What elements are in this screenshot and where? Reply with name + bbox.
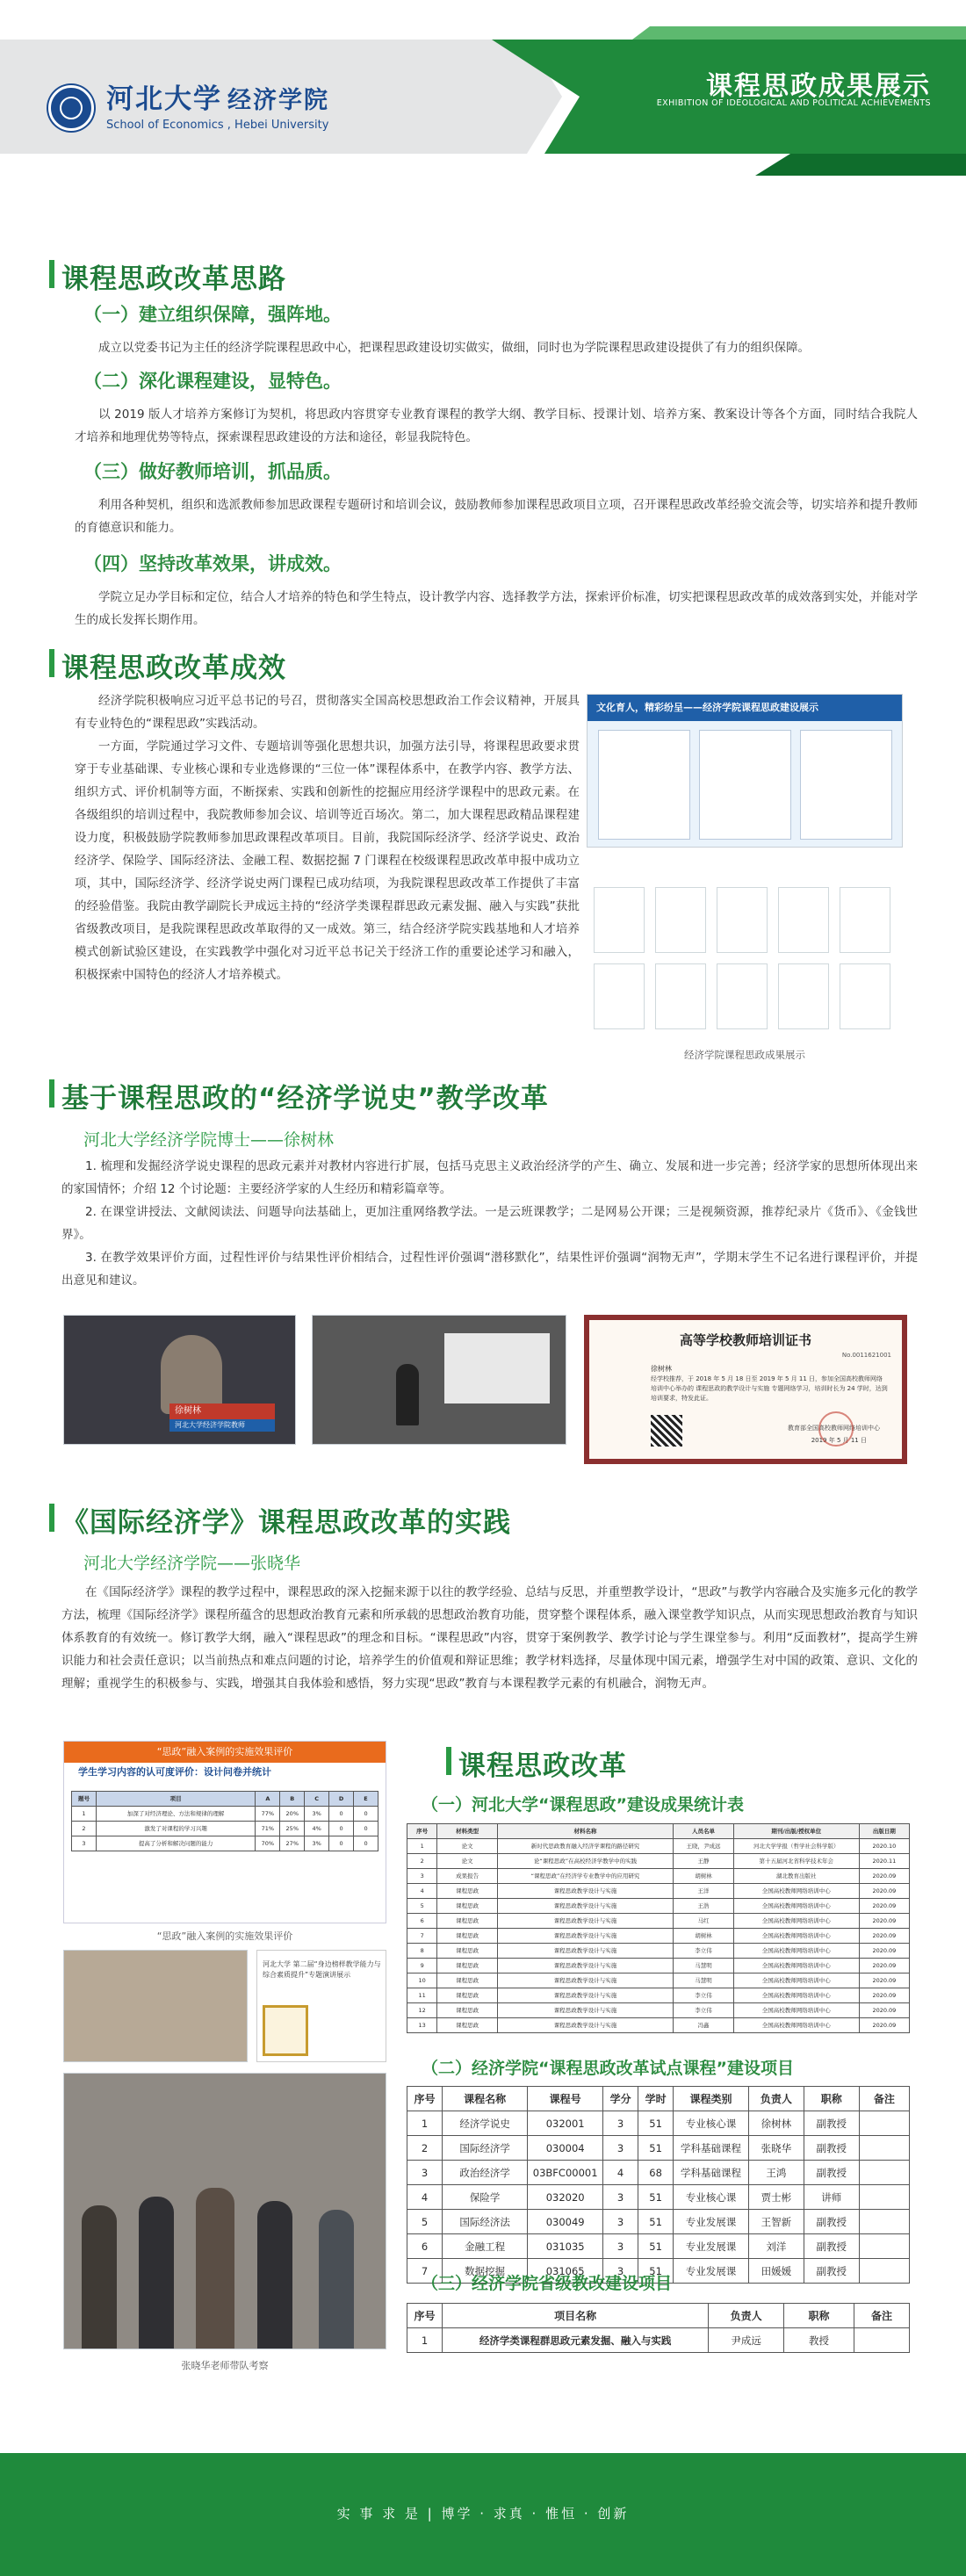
table-cell: 课程思政 <box>437 2003 498 2018</box>
provincial-projects-table <box>407 2303 910 2353</box>
table-cell: 6 <box>407 1914 437 1929</box>
table-cell: 贾士彬 <box>748 2185 804 2210</box>
stats-row <box>407 1944 910 1959</box>
table-cell: 0 <box>354 1807 378 1822</box>
certificate-grid <box>587 880 903 1038</box>
certificate-thumb <box>840 887 890 953</box>
table-cell: 032001 <box>528 2111 603 2136</box>
table-header-cell: 学分 <box>603 2087 638 2111</box>
table-header-cell: E <box>354 1792 378 1807</box>
table-header-cell: 职称 <box>784 2304 854 2328</box>
course-row <box>407 2210 910 2234</box>
table-cell: 2020.09 <box>859 1914 909 1929</box>
table-cell: 全国高校教师网络培训中心 <box>733 1973 859 1988</box>
table-cell: 专业发展课 <box>674 2210 749 2234</box>
table-cell: 3 <box>603 2210 638 2234</box>
table-cell: 2 <box>72 1822 97 1836</box>
section-course-reform-title: 课程思政改革 <box>458 1743 627 1783</box>
certificate-thumb <box>594 887 645 953</box>
table-cell: 0 <box>354 1822 378 1836</box>
table-cell: 课程思政 <box>437 1959 498 1973</box>
qr-code-icon <box>651 1415 682 1447</box>
logo-university-name: 河北大学 <box>106 83 222 115</box>
group-visit-photo <box>63 2073 386 2349</box>
table-cell: 河北大学学报（哲学社会科学版） <box>733 1839 859 1854</box>
table-cell: 湖北教育出版社 <box>733 1869 859 1884</box>
table-cell: 加深了对经济理论、方法和规律的理解 <box>96 1807 256 1822</box>
table-cell: 3 <box>603 2136 638 2161</box>
table-cell: 王静 <box>674 1854 734 1869</box>
table-cell: 教授 <box>784 2328 854 2353</box>
table-cell: 李立伟 <box>674 1988 734 2003</box>
s2-caption: 经济学院课程思政成果展示 <box>684 1049 805 1061</box>
table-cell: 8 <box>407 1944 437 1959</box>
table-cell: 全国高校教师网络培训中心 <box>733 1988 859 2003</box>
table-cell: 课程思政教学设计与实施 <box>497 2003 673 2018</box>
page-subtitle: EXHIBITION OF IDEOLOGICAL AND POLITICAL ACHIEVEMENTS <box>656 98 931 108</box>
table-cell: 2020.10 <box>859 1839 909 1854</box>
table-cell: 激发了对课程的学习兴趣 <box>96 1822 256 1836</box>
table-cell: 数据挖掘 <box>443 2259 528 2284</box>
certificate-body: 经学校推荐，于 2018 年 5 月 18 日至 2019 年 5 月 11 日，参加全国高校教师网络培训中心举办的 课程思政的教学设计与实施 专题网络学习，培训时长为 24 学时，达到培训要求，特发此证。 <box>651 1375 888 1402</box>
table-cell: 5 <box>407 1899 437 1914</box>
table-cell: 2020.11 <box>859 1854 909 1869</box>
certificate-thumb <box>655 963 706 1029</box>
header-banner <box>0 0 966 189</box>
table-cell: 尹成远 <box>709 2328 784 2353</box>
table-cell: 70% <box>256 1836 280 1851</box>
table-cell: 全国高校教师网络培训中心 <box>733 1899 859 1914</box>
table-cell: 51 <box>638 2259 674 2284</box>
table-header-cell: C <box>305 1792 329 1807</box>
table-cell <box>859 2111 909 2136</box>
page-title: 课程思政成果展示 <box>706 71 931 102</box>
section-history-of-economics-title: 基于课程思政的“经济学说史”教学改革 <box>61 1076 549 1115</box>
table-cell: 10 <box>407 1973 437 1988</box>
table-cell: 课程思政 <box>437 2018 498 2033</box>
training-certificate <box>584 1315 907 1464</box>
table-header-cell: 序号 <box>407 2304 443 2328</box>
stats-row <box>407 1854 910 1869</box>
table-cell: 提高了分析和解决问题的能力 <box>96 1836 256 1851</box>
table-cell: 金融工程 <box>443 2234 528 2259</box>
table-cell: 新时代思政教育融入经济学课程的路径研究 <box>497 1839 673 1854</box>
footer-banner <box>0 2453 966 2576</box>
table-cell: 徐树林 <box>748 2111 804 2136</box>
table-cell: 李立伟 <box>674 1944 734 1959</box>
table-cell: 2020.09 <box>859 2003 909 2018</box>
lecture-video-photo <box>63 1315 296 1445</box>
table-header-cell: 项目名称 <box>443 2304 709 2328</box>
table-cell: 3 <box>603 2259 638 2284</box>
table-cell: 李立伟 <box>674 2003 734 2018</box>
footer-motto: 实 事 求 是 | 博学 · 求真 · 惟恒 · 创新 <box>336 2506 630 2522</box>
certificate-thumb <box>778 887 829 953</box>
table-header-row <box>407 1824 910 1839</box>
table-cell: 课程思政教学设计与实施 <box>497 1944 673 1959</box>
table-header-cell: 期刊/出版/授权单位 <box>733 1824 859 1839</box>
table-cell: 论“课程思政”在高校经济学教学中的实践 <box>497 1854 673 1869</box>
section-reform-ideas-title: 课程思政改革思路 <box>61 256 286 296</box>
table-cell: “课程思政”在经济学专业教学中的应用研究 <box>497 1869 673 1884</box>
table-header-cell: 序号 <box>407 2087 443 2111</box>
table-cell: 马慧明 <box>674 1959 734 1973</box>
video-name-tag: 徐树林 <box>169 1403 275 1419</box>
university-logo <box>48 83 329 132</box>
table-cell: 1 <box>407 2328 443 2353</box>
table-header-cell: 备注 <box>854 2304 910 2328</box>
table1-title: （一）河北大学“课程思政”建设成果统计表 <box>422 1795 744 1815</box>
s1-item3-body: 利用各种契机，组织和选派教师参加思政课程专题研讨和培训会议，鼓励教师参加课程思政项目立项，召开课程思政改革经验交流会等，切实培养和提升教师的育德意识和能力。 <box>75 498 918 535</box>
survey-slide-image <box>63 1741 386 1923</box>
table-cell <box>854 2328 910 2353</box>
table-cell <box>859 2259 909 2284</box>
table-header-cell: 出版日期 <box>859 1824 909 1839</box>
table-cell: 5 <box>407 2210 443 2234</box>
stats-row <box>407 1899 910 1914</box>
pilot-courses-table <box>407 2086 910 2284</box>
certificate-thumb <box>717 963 768 1029</box>
survey-row <box>72 1822 378 1836</box>
table-header-cell: 负责人 <box>748 2087 804 2111</box>
survey-row <box>72 1807 378 1822</box>
stats-row <box>407 1869 910 1884</box>
table-cell: 全国高校教师网络培训中心 <box>733 1884 859 1899</box>
table-cell: 马红 <box>674 1914 734 1929</box>
certificate-thumb <box>778 963 829 1029</box>
table-cell: 王智新 <box>748 2210 804 2234</box>
certificate-thumb <box>655 887 706 953</box>
stats-row <box>407 1959 910 1973</box>
table-cell <box>859 2136 909 2161</box>
s4-author: 河北大学经济学院——张晓华 <box>83 1554 301 1573</box>
table-cell: 全国高校教师网络培训中心 <box>733 2018 859 2033</box>
table-cell: 2020.09 <box>859 1973 909 1988</box>
table-cell: 030004 <box>528 2136 603 2161</box>
table-cell: 经济学说史 <box>443 2111 528 2136</box>
classroom-photo <box>312 1315 566 1445</box>
table-cell: 4 <box>407 2185 443 2210</box>
table-cell: 2020.09 <box>859 1899 909 1914</box>
university-seal-icon <box>48 85 94 131</box>
table-cell: 13 <box>407 2018 437 2033</box>
table-cell: 4 <box>603 2161 638 2185</box>
stats-row <box>407 1914 910 1929</box>
table-cell: 3 <box>407 1869 437 1884</box>
table-cell: 论文 <box>437 1854 498 1869</box>
s1-item2-heading: （二）深化课程建设，显特色。 <box>83 371 342 392</box>
table-cell: 学科基础课程 <box>674 2161 749 2185</box>
table-cell: 7 <box>407 2259 443 2284</box>
table-cell: 2020.09 <box>859 2018 909 2033</box>
table-cell: 68 <box>638 2161 674 2185</box>
course-row <box>407 2185 910 2210</box>
table-cell: 031035 <box>528 2234 603 2259</box>
s3-point3: 3. 在教学效果评价方面，过程性评价与结果性评价相结合，过程性评价强调“潜移默化”，结果性评价强调“润物无声”，学期末学生不记名进行课程评价，并提出意见和建议。 <box>61 1251 918 1288</box>
table-cell: 71% <box>256 1822 280 1836</box>
table-cell: 27% <box>280 1836 305 1851</box>
table-cell: 田媛媛 <box>748 2259 804 2284</box>
stats-row <box>407 2003 910 2018</box>
table-cell: 51 <box>638 2185 674 2210</box>
table-cell: 3 <box>603 2111 638 2136</box>
certificate-date: 2019 年 5 月 11 日 <box>811 1437 867 1444</box>
s2-body: 一方面，学院通过学习文件、专题培训等强化思想共识，加强方法引导，将课程思政要求贯穿于专业基础课、专业核心课和专业选修课的“三位一体”课程体系中，在教学内容、教学方法、组织方式、评价机制等方面，不断探索、实践和创新性的挖掘应用经济学课程中的思政元素。在各级组织的培训过程中，我院教师参加会议、培训等近百场次。第二，加大课程思政精品课程建设力度，积极鼓励学院教师参加思政课程改革项目。目前，我院国际经济学、经济学说史、政治经济学、保险学、国际经济法、金融工程、数据挖掘 7 门课程在校级课程思政改革申报中成功立项，其中，国际经济学、经济学说史两门课程已成功结项，为我院课程思政改革工作提供了丰富的经验借鉴。我院由教学副院长尹成远主持的“经济学类课程群思政元素发掘、融入与实践”获批省级教改项目，是我院课程思政改革取得的又一成效。第三，结合经济学院实践基地和人才培养模式创新试验区建设，在实践教学中强化对习近平总书记关于经济工作的重要论述学习和融入，积极探索中国特色的经济人才培养模式。 <box>75 740 580 982</box>
achievement-stats-table <box>407 1823 910 2033</box>
table-cell: 王洋 <box>674 1884 734 1899</box>
table-cell: 国际经济法 <box>443 2210 528 2234</box>
table-cell: 副教授 <box>804 2259 859 2284</box>
course-row <box>407 2234 910 2259</box>
certificate-number: No.0011621001 <box>841 1352 891 1359</box>
factory-visit-photo <box>63 1950 248 2062</box>
table-cell: 课程思政 <box>437 1929 498 1944</box>
table-header-cell: 负责人 <box>709 2304 784 2328</box>
course-row <box>407 2136 910 2161</box>
table-cell: 专业发展课 <box>674 2259 749 2284</box>
table-cell: 保险学 <box>443 2185 528 2210</box>
table-cell: 马慧明 <box>674 1973 734 1988</box>
table-header-cell: 课程名称 <box>443 2087 528 2111</box>
s1-item1-body: 成立以党委书记为主任的经济学院课程思政中心，把课程思政建设切实做实，做细，同时也为学院课程思政建设提供了有力的组织保障。 <box>98 341 810 355</box>
table-header-cell: 课程类别 <box>674 2087 749 2111</box>
table-cell: 1 <box>72 1807 97 1822</box>
table-cell: 全国高校教师网络培训中心 <box>733 1959 859 1973</box>
table-cell: 课程思政教学设计与实施 <box>497 1929 673 1944</box>
survey-slide-banner: “思政”融入案例的实施效果评价 <box>64 1742 386 1763</box>
group-photo-caption: 张晓华老师带队考察 <box>181 2360 269 2371</box>
certificate-thumb <box>594 963 645 1029</box>
table-cell: 11 <box>407 1988 437 2003</box>
table-cell <box>859 2161 909 2185</box>
table-cell: 2020.09 <box>859 1988 909 2003</box>
table-cell <box>859 2234 909 2259</box>
section-international-economics-title: 《国际经济学》课程思政改革的实践 <box>61 1500 511 1540</box>
table-cell <box>859 2210 909 2234</box>
table-header-cell: 学时 <box>638 2087 674 2111</box>
s3-point1: 1. 梳理和发掘经济学说史课程的思政元素并对教材内容进行扩展，包括马克思主义政治经济学的产生、确立、发展和进一步完善；经济学家的思想所体现出来的家国情怀；介绍 12 个讨论题：主要经济学家的人生经历和精彩篇章等。 <box>61 1159 918 1196</box>
table-cell: 77% <box>256 1807 280 1822</box>
table-cell: 课程思政教学设计与实施 <box>497 2018 673 2033</box>
table-cell: 51 <box>638 2210 674 2234</box>
table-cell: 副教授 <box>804 2234 859 2259</box>
table-cell: 讲师 <box>804 2185 859 2210</box>
table-cell: 课程思政教学设计与实施 <box>497 1884 673 1899</box>
section-reform-results-title: 课程思政改革成效 <box>61 646 286 685</box>
table-cell: 专业核心课 <box>674 2111 749 2136</box>
table2-title: （二）经济学院“课程思政改革试点课程”建设项目 <box>422 2059 794 2078</box>
award-news-image <box>256 1950 386 2062</box>
award-certificate-icon <box>263 2005 308 2056</box>
table-cell: 政治经济学 <box>443 2161 528 2185</box>
stats-row <box>407 1973 910 1988</box>
table-cell: 7 <box>407 1929 437 1944</box>
video-subtitle-tag: 河北大学经济学院教师 <box>169 1419 275 1432</box>
stats-row <box>407 1988 910 2003</box>
s1-item1-heading: （一）建立组织保障，强阵地。 <box>83 304 342 325</box>
table-cell: 张晓华 <box>748 2136 804 2161</box>
s1-item3-heading: （三）做好教师培训，抓品质。 <box>83 461 342 482</box>
course-row <box>407 2111 910 2136</box>
table-cell: 12 <box>407 2003 437 2018</box>
certificate-thumb <box>717 887 768 953</box>
table-cell: 03BFC00001 <box>528 2161 603 2185</box>
table-header-row <box>72 1792 378 1807</box>
table-cell: 3% <box>305 1807 329 1822</box>
table-cell: 3 <box>72 1836 97 1851</box>
table-cell: 3 <box>407 2161 443 2185</box>
award-news-title: 河北大学 第二届“身边榜样教学能力与综合素质提升”专题演讲展示 <box>263 1960 381 1979</box>
table-cell: 国际经济学 <box>443 2136 528 2161</box>
table-cell <box>859 2185 909 2210</box>
table-header-cell: D <box>329 1792 354 1807</box>
table-cell: 0 <box>329 1836 354 1851</box>
exhibition-poster-image <box>587 694 903 848</box>
s1-item4-body: 学院立足办学目标和定位，结合人才培养的特色和学生特点，设计教学内容、选择教学方法，探索评价标准，切实把课程思政改革的成效落到实处，并能对学生的成长发挥长期作用。 <box>75 590 918 627</box>
table-header-cell: 项目 <box>96 1792 256 1807</box>
table-cell: 0 <box>329 1807 354 1822</box>
table-header-cell: 课程号 <box>528 2087 603 2111</box>
table-cell: 课程思政 <box>437 1988 498 2003</box>
table-cell: 课程思政 <box>437 1899 498 1914</box>
table-cell: 成果报告 <box>437 1869 498 1884</box>
table-cell: 2 <box>407 1854 437 1869</box>
survey-question: 学生学习内容的认可度评价：设计问卷并统计 <box>78 1766 271 1778</box>
table-cell: 3 <box>603 2185 638 2210</box>
table-cell: 王晓，尹成远 <box>674 1839 734 1854</box>
table-cell: 20% <box>280 1807 305 1822</box>
table-cell: 1 <box>407 1839 437 1854</box>
s3-point2: 2. 在课堂讲授法、文献阅读法、问题导向法基础上，更加注重网络教学法。一是云班课教学；二是网易公开课；三是视频资源，推荐纪录片《货币》、《金钱世界》。 <box>61 1205 918 1242</box>
table-cell: 课程思政教学设计与实施 <box>497 1988 673 2003</box>
table-cell: 25% <box>280 1822 305 1836</box>
table-cell: 51 <box>638 2136 674 2161</box>
table-cell: 课程思政 <box>437 1944 498 1959</box>
table-header-cell: 职称 <box>804 2087 859 2111</box>
table-cell: 副教授 <box>804 2210 859 2234</box>
table-cell: 032020 <box>528 2185 603 2210</box>
table-cell: 课程思政教学设计与实施 <box>497 1959 673 1973</box>
table-cell: 副教授 <box>804 2161 859 2185</box>
table-header-cell: B <box>280 1792 305 1807</box>
table-cell: 课程思政 <box>437 1973 498 1988</box>
table-cell: 2020.09 <box>859 1884 909 1899</box>
table-cell: 4 <box>407 1884 437 1899</box>
course-row <box>407 2161 910 2185</box>
logo-english-name: School of Economics , Hebei University <box>106 119 329 132</box>
table3-title: （三）经济学院省级教改建设项目 <box>422 2274 673 2293</box>
table-cell: 51 <box>638 2234 674 2259</box>
table-header-cell: 人员名单 <box>674 1824 734 1839</box>
table-cell: 课程思政 <box>437 1884 498 1899</box>
poster-banner: 文化育人，精彩纷呈——经济学院课程思政建设展示 <box>588 695 902 721</box>
table-cell: 课程思政教学设计与实施 <box>497 1899 673 1914</box>
table-cell: 51 <box>638 2111 674 2136</box>
table-cell: 全国高校教师网络培训中心 <box>733 1929 859 1944</box>
table-header-row <box>407 2087 910 2111</box>
table-cell: 0 <box>354 1836 378 1851</box>
table-cell: 2020.09 <box>859 1959 909 1973</box>
table-cell: 副教授 <box>804 2136 859 2161</box>
survey-row <box>72 1836 378 1851</box>
project-row <box>407 2328 910 2353</box>
s4-body: 在《国际经济学》课程的教学过程中，课程思政的深入挖掘来源于以往的教学经验、总结与反思，并重塑教学设计，“思政”与教学内容融合及实施多元化的教学方法，梳理《国际经济学》课程所蕴含的思想政治教育元素和所承载的思想政治教育功能，贯穿整个课程体系，融入课堂教学知识点，从而实现思想政治教育与知识体系教育的有效统一。修订教学大纲，融入“课程思政”的理念和目标。“课程思政”内容，贯穿于案例教学、教学讨论与学生课堂参与。利用“反面教材”，提高学生辨识能力和社会责任意识；以当前热点和难点问题的讨论，培养学生的价值观和辩证思维；教学材料选择，尽量体现中国元素，增强学生对中国的政策、意识、文化的理解；重视学生的积极参与、实践，增强其自我体验和感悟，努力实现“思政”教育与本课程教学元素的有机融合，润物无声。 <box>61 1585 918 1691</box>
table-cell: 1 <box>407 2111 443 2136</box>
logo-school-name: 经济学院 <box>227 87 329 114</box>
stats-row <box>407 1929 910 1944</box>
s3-author: 河北大学经济学院博士——徐树林 <box>83 1130 335 1150</box>
table-cell: 全国高校教师网络培训中心 <box>733 2003 859 2018</box>
table-header-cell: 序号 <box>407 1824 437 1839</box>
table-cell: 副教授 <box>804 2111 859 2136</box>
table-cell: 4% <box>305 1822 329 1836</box>
table-cell: 胡树林 <box>674 1929 734 1944</box>
table-cell: 031065 <box>528 2259 603 2284</box>
table-cell: 论文 <box>437 1839 498 1854</box>
table-header-cell: 材料类型 <box>437 1824 498 1839</box>
table-cell: 胡树林 <box>674 1869 734 1884</box>
table-cell: 王鸿 <box>748 2161 804 2185</box>
official-stamp-icon <box>818 1411 854 1447</box>
table-cell: 课程思政教学设计与实施 <box>497 1973 673 1988</box>
table-cell: 2 <box>407 2136 443 2161</box>
stats-row <box>407 1884 910 1899</box>
table-header-cell: 备注 <box>859 2087 909 2111</box>
table-cell: 经济学类课程群思政元素发掘、融入与实践 <box>443 2328 709 2353</box>
table-cell: 2020.09 <box>859 1869 909 1884</box>
certificate-thumb <box>840 963 890 1029</box>
table-cell: 2020.09 <box>859 1929 909 1944</box>
table-cell: 2020.09 <box>859 1944 909 1959</box>
table-cell: 6 <box>407 2234 443 2259</box>
certificate-title: 高等学校教师培训证书 <box>679 1332 811 1348</box>
table-cell: 王浩 <box>674 1899 734 1914</box>
table-header-cell: 材料名称 <box>497 1824 673 1839</box>
s1-item4-heading: （四）坚持改革效果，讲成效。 <box>83 553 342 574</box>
table-cell: 专业核心课 <box>674 2185 749 2210</box>
table-cell: 刘洋 <box>748 2234 804 2259</box>
table-header-row <box>407 2304 910 2328</box>
table-header-cell: A <box>256 1792 280 1807</box>
s1-item2-body: 以 2019 版人才培养方案修订为契机，将思政内容贯穿专业教育课程的教学大纲、教学目标、授课计划、培养方案、教案设计等各个方面，同时结合我院人才培养和地理优势等特点，探索课程思政建设的方法和途径，彰显我院特色。 <box>75 408 918 444</box>
survey-table <box>71 1791 378 1851</box>
survey-caption: “思政”融入案例的实施效果评价 <box>156 1930 293 1942</box>
certificate-org: 教育部全国高校教师网络培训中心 <box>788 1425 880 1432</box>
table-cell: 3 <box>603 2234 638 2259</box>
table-cell: 全国高校教师网络培训中心 <box>733 1944 859 1959</box>
table-cell: 全国高校教师网络培训中心 <box>733 1914 859 1929</box>
table-cell: 030049 <box>528 2210 603 2234</box>
stats-row <box>407 2018 910 2033</box>
s2-intro: 经济学院积极响应习近平总书记的号召，贯彻落实全国高校思想政治工作会议精神，开展具有专业特色的“课程思政”实践活动。 <box>75 694 580 731</box>
table-cell: 第十五届河北省科学技术年会 <box>733 1854 859 1869</box>
table-cell: 3% <box>305 1836 329 1851</box>
table-cell: 课程思政教学设计与实施 <box>497 1914 673 1929</box>
table-cell: 课程思政 <box>437 1914 498 1929</box>
table-cell: 9 <box>407 1959 437 1973</box>
table-cell: 冯鑫 <box>674 2018 734 2033</box>
table-cell: 专业发展课 <box>674 2234 749 2259</box>
table-cell: 学科基础课程 <box>674 2136 749 2161</box>
certificate-name: 徐树林 <box>651 1365 672 1373</box>
table-header-cell: 题号 <box>72 1792 97 1807</box>
stats-row <box>407 1839 910 1854</box>
table-cell: 0 <box>329 1822 354 1836</box>
